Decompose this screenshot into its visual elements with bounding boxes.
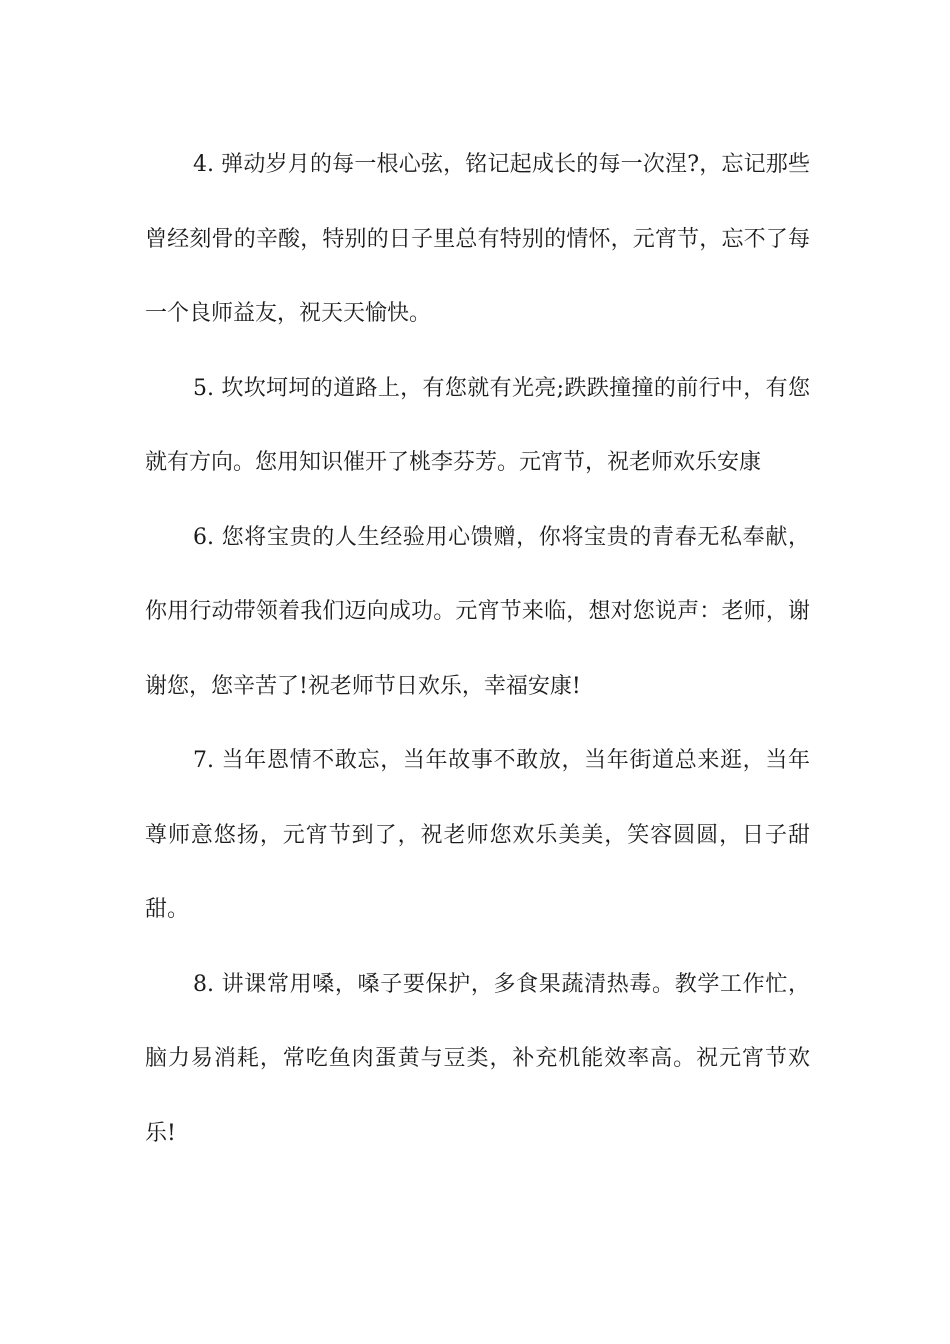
paragraph-6: 6. 您将宝贵的人生经验用心馈赠，你将宝贵的青春无私奉献，你用行动带领着我们迈向成功。元宵节来临，想对您说声：老师，谢谢您，您辛苦了!祝老师节日欢乐，幸福安康! xyxy=(145,524,810,699)
paragraph-7: 7. 当年恩情不敢忘，当年故事不敢放，当年街道总来逛，当年尊师意悠扬，元宵节到了，祝老师您欢乐美美，笑容圆圆，日子甜甜。 xyxy=(145,748,810,922)
paragraph-4: 4. 弹动岁月的每一根心弦，铭记起成长的每一次涅?，忘记那些曾经刻骨的辛酸，特别的日子里总有特别的情怀，元宵节，忘不了每一个良师益友，祝天天愉快。 xyxy=(145,152,810,326)
paragraph-5: 5. 坎坎坷坷的道路上，有您就有光亮;跌跌撞撞的前行中，有您就有方向。您用知识催开了桃李芬芳。元宵节，祝老师欢乐安康 xyxy=(145,375,810,475)
document-body xyxy=(145,128,810,1171)
paragraph-8: 8. 讲课常用嗓，嗓子要保护，多食果蔬清热毒。教学工作忙，脑力易消耗，常吃鱼肉蛋黄与豆类，补充机能效率高。祝元宵节欢乐! xyxy=(145,971,810,1146)
